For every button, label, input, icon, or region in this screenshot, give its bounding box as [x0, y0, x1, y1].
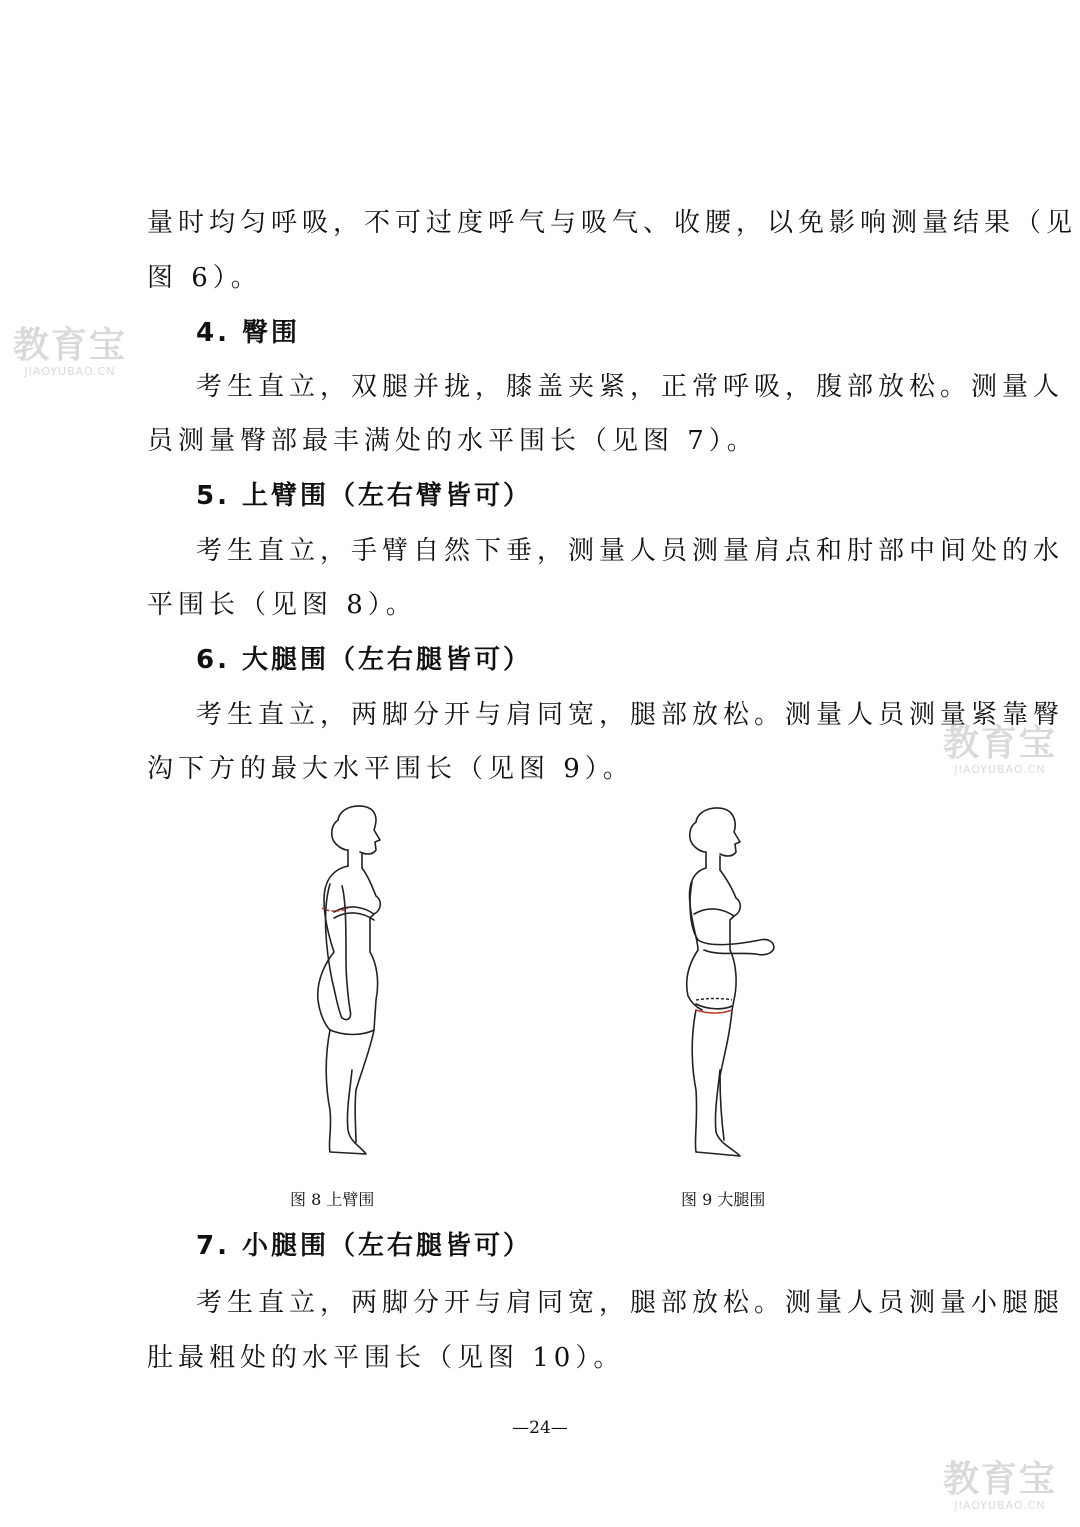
section-heading-upper-arm: 5. 上臂围（左右臂皆可） [196, 481, 533, 511]
section-heading-thigh: 6. 大腿围（左右腿皆可） [196, 645, 533, 675]
figure-9-caption: 图 9 大腿围 [681, 1190, 766, 1209]
paragraph-line: 沟下方的最大水平围长（见图 9）。 [147, 754, 634, 784]
watermark [935, 1460, 1065, 1512]
paragraph-line: 肚最粗处的水平围长（见图 10）。 [147, 1343, 625, 1373]
paragraph-line: 图 6）。 [147, 263, 262, 293]
paragraph-line: 考生直立，手臂自然下垂，测量人员测量肩点和肘部中间处的水 [196, 536, 1065, 566]
watermark-brand: 教育宝 [942, 723, 1057, 764]
paragraph-line: 考生直立，两脚分开与肩同宽，腿部放松。测量人员测量紧靠臀 [196, 700, 1065, 730]
watermark-domain: JIAOYUBAO.CN [954, 1499, 1046, 1512]
paragraph-line: 员测量臀部最丰满处的水平围长（见图 7）。 [147, 426, 758, 456]
watermark [5, 326, 135, 378]
watermark-domain: JIAOYUBAO.CN [24, 365, 116, 378]
watermark-brand: 教育宝 [942, 1459, 1057, 1500]
page-number: —24— [512, 1418, 568, 1438]
paragraph-line: 考生直立，两脚分开与肩同宽，腿部放松。测量人员测量小腿腿 [196, 1288, 1065, 1318]
figure-8-upper-arm-illustration [290, 800, 440, 1160]
paragraph-line: 平围长（见图 8）。 [147, 590, 417, 620]
section-heading-calf: 7. 小腿围（左右腿皆可） [196, 1231, 533, 1261]
figure-9-thigh-illustration [670, 800, 820, 1160]
watermark-domain: JIAOYUBAO.CN [954, 763, 1046, 776]
section-heading-hip: 4. 臀围 [196, 318, 301, 348]
paragraph-line: 考生直立，双腿并拢，膝盖夹紧，正常呼吸，腹部放松。测量人 [196, 372, 1065, 402]
figure-8-caption: 图 8 上臂围 [290, 1190, 375, 1209]
watermark-brand: 教育宝 [12, 325, 127, 366]
paragraph-line: 量时均匀呼吸，不可过度呼气与吸气、收腰，以免影响测量结果（见 [147, 208, 1078, 238]
watermark [935, 724, 1065, 776]
